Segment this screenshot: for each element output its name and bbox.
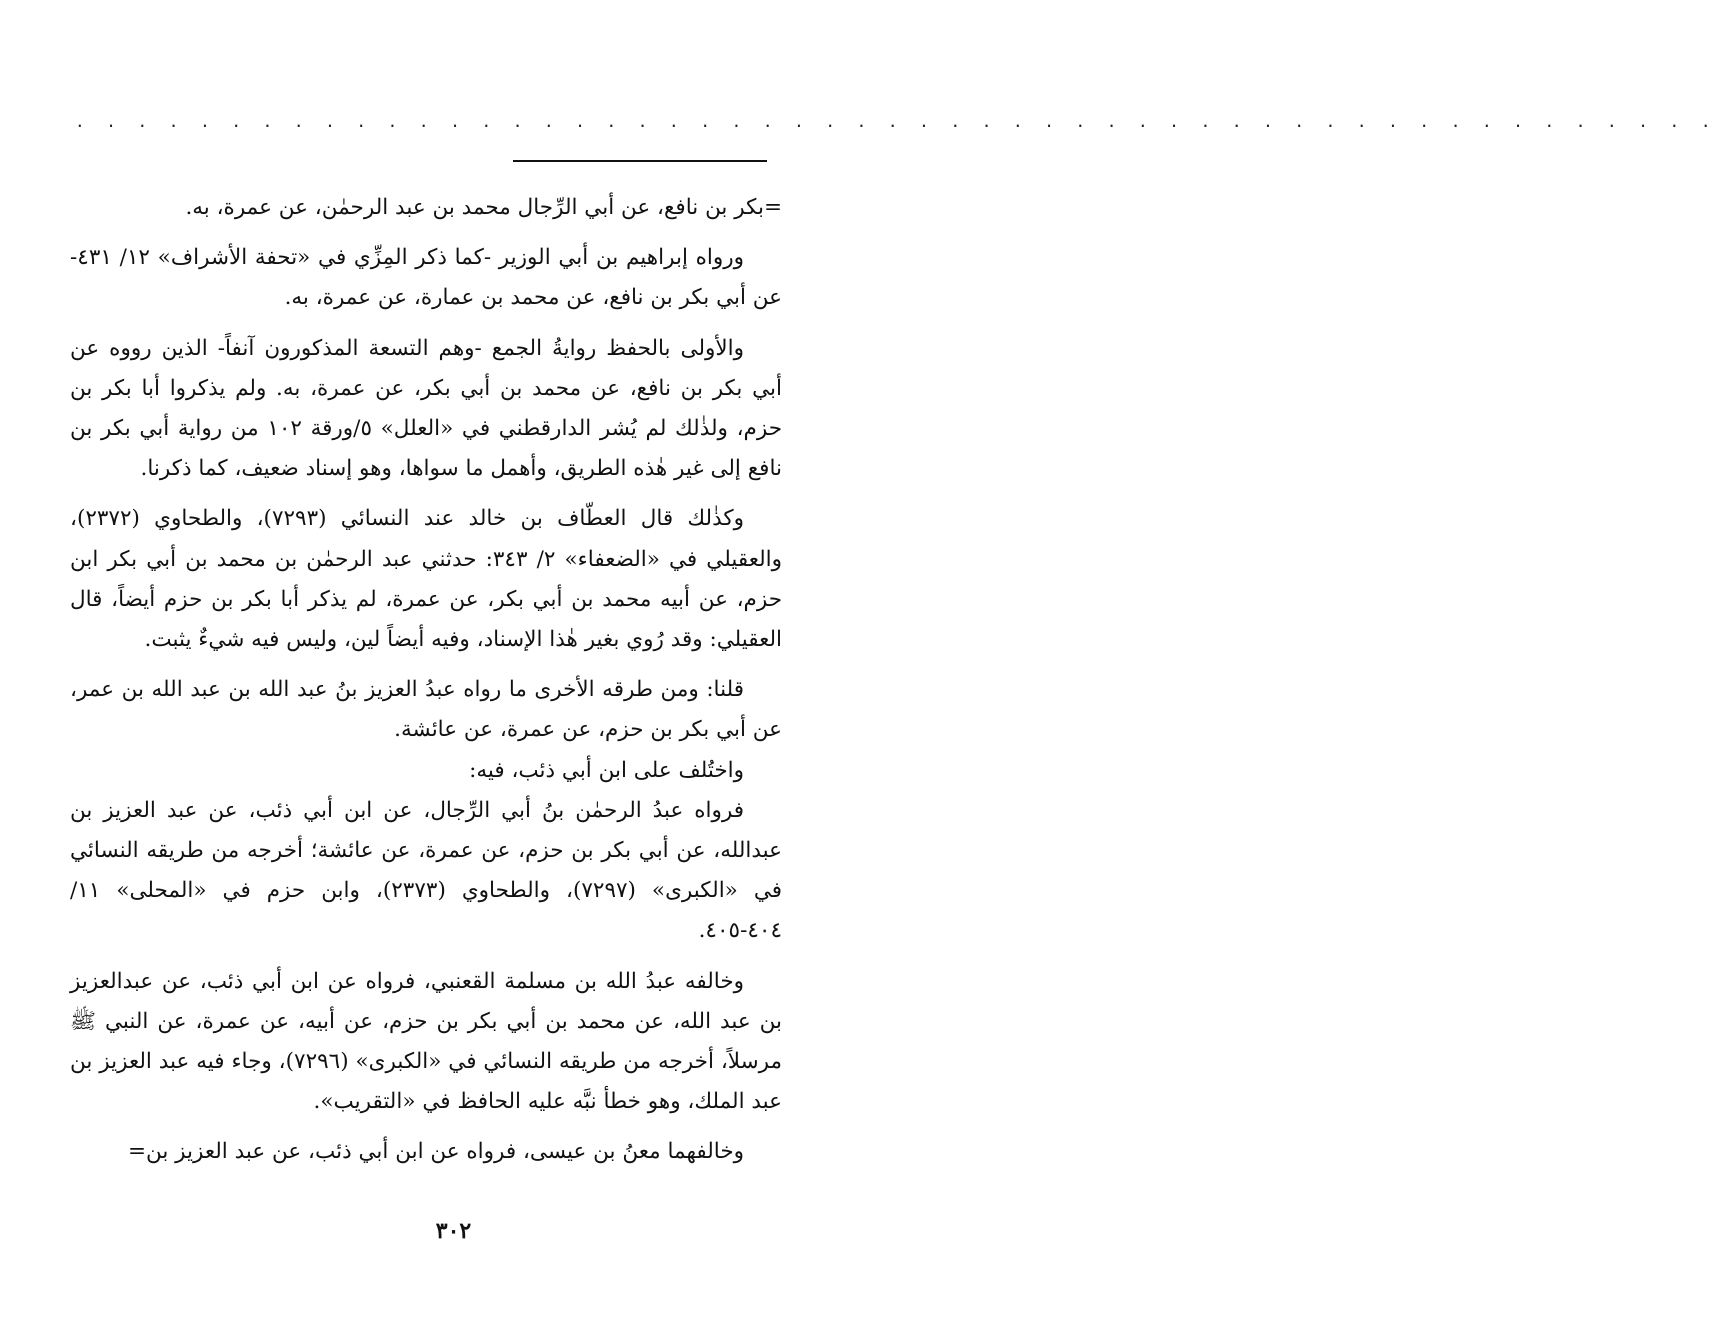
footnote-paragraph-3: والأولى بالحفظ روايةُ الجمع -وهم التسعة المذكورون آنفاً- الذين رووه عن أبي بكر بن نافع، عن محمد بن أبي بكر، عن عمرة، به. ولم يذكروا أبا بكر بن حزم، ولذٰلك لم يُشر الدارقطني في «العلل» ٥/ورقة ١٠٢ من رواية أبي بكر بن نافع إلى غير هٰذه الطريق، وأهمل ما سواها، وهو إسناد ضعيف، كما ذكرنا.: [70, 335, 782, 482]
footnote-paragraph-1: =بكر بن نافع، عن أبي الرِّجال محمد بن عبد الرحمٰن، عن عمرة، به.: [185, 195, 782, 220]
footnote-rule: [513, 160, 767, 162]
footnote-paragraph-5: قلنا: ومن طرقه الأخرى ما رواه عبدُ العزيز بنُ عبد الله بن عبد الله بن عمر، عن أبي بكر بن حزم، عن عمرة، عن عائشة.: [70, 677, 782, 743]
page-number: ٣٠٢: [435, 1218, 472, 1244]
footnote-paragraph-9: وخالفهما معنُ بن عيسى، فرواه عن ابن أبي ذئب، عن عبد العزيز بن=: [127, 1139, 744, 1165]
dotted-separator: . . . . . . . . . . . . . . . . . . . . . . . . . . . . . . . . . . . . . . . . . . . . . . . . . . . . .: [75, 112, 1716, 131]
footnote-paragraph-7: فرواه عبدُ الرحمٰن بنُ أبي الرِّجال، عن ابن أبي ذئب، عن عبد العزيز بن عبدالله، عن أبي بكر بن حزم، عن عمرة، عن عائشة؛ أخرجه من طريقه النسائي في «الكبرى» (٧٢٩٧)، والطحاوي (٢٣٧٣)، وابن حزم في «المحلى» ١١/ ٤٠٤-٤٠٥.: [70, 797, 783, 944]
footnote-text: [70, 188, 782, 1173]
footnote-paragraph-8: وخالفه عبدُ الله بن مسلمة القعنبي، فرواه عن ابن أبي ذئب، عن عبدالعزيز بن عبد الله، عن محمد بن أبي بكر بن حزم، عن أبيه، عن عمرة، عن النبي ﷺ مرسلاً، أخرجه من طريقه النسائي في «الكبرى» (٧٢٩٦)، وجاء فيه عبد العزيز بن عبد الملك، وهو خطأ نبَّه عليه الحافظ في «التقريب».: [70, 968, 782, 1115]
footnote-paragraph-6: واختُلف على ابن أبي ذئب، فيه:: [469, 757, 744, 783]
footnote-paragraph-2: ورواه إبراهيم بن أبي الوزير -كما ذكر المِزِّي في «تحفة الأشراف» ١٢/ ٤٣١- عن أبي بكر بن نافع، عن محمد بن عمارة، عن عمرة، به.: [70, 245, 782, 311]
footnote-paragraph-4: وكذٰلك قال العطّاف بن خالد عند النسائي (٧٢٩٣)، والطحاوي (٢٣٧٢)، والعقيلي في «الضعفاء» ٢/ ٣٤٣: حدثني عبد الرحمٰن بن محمد بن أبي بكر ابن حزم، عن أبيه محمد بن أبي بكر، عن عمرة، لم يذكر أبا بكر بن حزم أيضاً، قال العقيلي: وقد رُوي بغير هٰذا الإسناد، وفيه أيضاً لين، وليس فيه شيءٌ يثبت.: [70, 506, 782, 653]
